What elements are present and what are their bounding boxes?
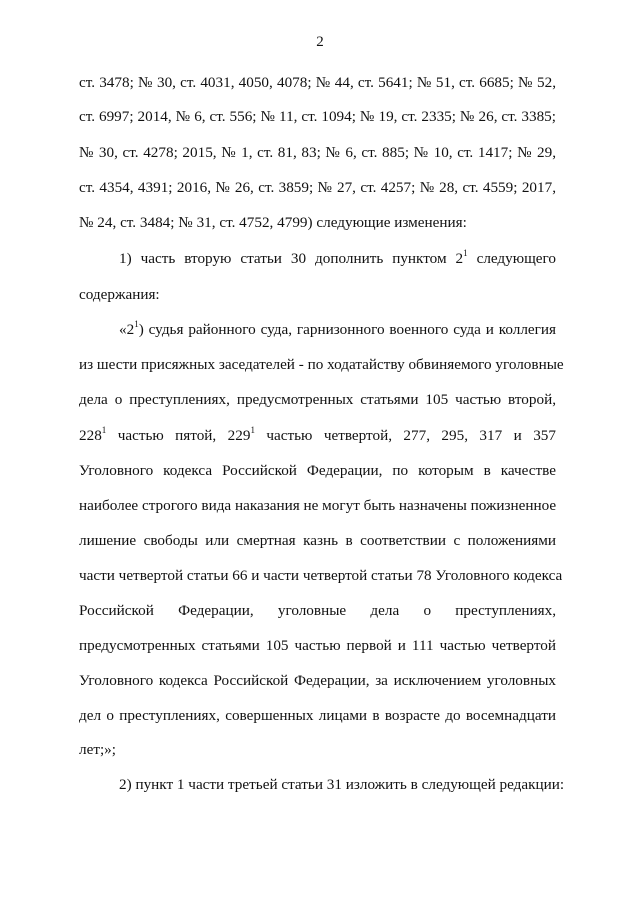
line-8-part-a: «2 [119, 321, 135, 338]
text-line-6 [119, 247, 556, 268]
text-line-17: предусмотренных статьями 105 частью первой и 111 частью четвертой [79, 637, 556, 654]
superscript: 1 [134, 318, 139, 329]
text-line-3: № 30, ст. 4278; 2015, № 1, ст. 81, 83; № 6, ст. 885; № 10, ст. 1417; № 29, [79, 144, 556, 161]
page-number: 2 [316, 34, 324, 50]
text-line-1: ст. 3478; № 30, ст. 4031, 4050, 4078; № 44, ст. 5641; № 51, ст. 6685; № 52, [79, 74, 556, 91]
superscript: 1 [463, 247, 468, 258]
text-line-8 [119, 318, 556, 339]
text-line-20: лет;»; [79, 741, 116, 758]
text-line-13: наиболее строгого вида наказания не могут быть назначены пожизненное [79, 497, 557, 514]
text-line-18: Уголовного кодекса Российской Федерации, за исключением уголовных [79, 672, 556, 689]
superscript: 1 [101, 424, 107, 435]
text-line-21: 2) пункт 1 части третьей статьи 31 изложить в следующей редакции: [119, 776, 565, 793]
line-6-part-b: следующего [467, 250, 556, 267]
text-line-10: дела о преступлениях, предусмотренных статьями 105 частью второй, [79, 391, 556, 408]
superscript: 1 [250, 424, 255, 435]
line-8-part-b: ) судья районного суда, гарнизонного военного суда и коллегия [138, 321, 556, 338]
text-line-2: ст. 6997; 2014, № 6, ст. 556; № 11, ст. 1094; № 19, ст. 2335; № 26, ст. 3385; [79, 108, 556, 125]
text-line-16: Российской Федерации, уголовные дела о преступлениях, [79, 602, 556, 619]
text-line-11 [79, 424, 556, 445]
text-line-19: дел о преступлениях, совершенных лицами в возрасте до восемнадцати [79, 707, 556, 724]
text-line-4: ст. 4354, 4391; 2016, № 26, ст. 3859; № 27, ст. 4257; № 28, ст. 4559; 2017, [79, 179, 556, 196]
text-line-5: № 24, ст. 3484; № 31, ст. 4752, 4799) следующие изменения: [79, 214, 467, 231]
line-11-part-c: частью четвертой, 277, 295, 317 и 357 [254, 427, 556, 444]
text-line-12: Уголовного кодекса Российской Федерации, по которым в качестве [79, 462, 556, 479]
line-11-part-b: частью пятой, 229 [106, 427, 251, 444]
text-line-15: части четвертой статьи 66 и части четвертой статьи 78 Уголовного кодекса [79, 567, 563, 584]
text-line-9: из шести присяжных заседателей - по ходатайству обвиняемого уголовные [79, 356, 564, 373]
text-line-7: содержания: [79, 286, 160, 303]
line-11-part-a: 228 [79, 427, 102, 444]
line-6-part-a: 1) часть вторую статьи 30 дополнить пунктом 2 [119, 250, 464, 267]
text-line-14: лишение свободы или смертная казнь в соответствии с положениями [79, 532, 556, 549]
